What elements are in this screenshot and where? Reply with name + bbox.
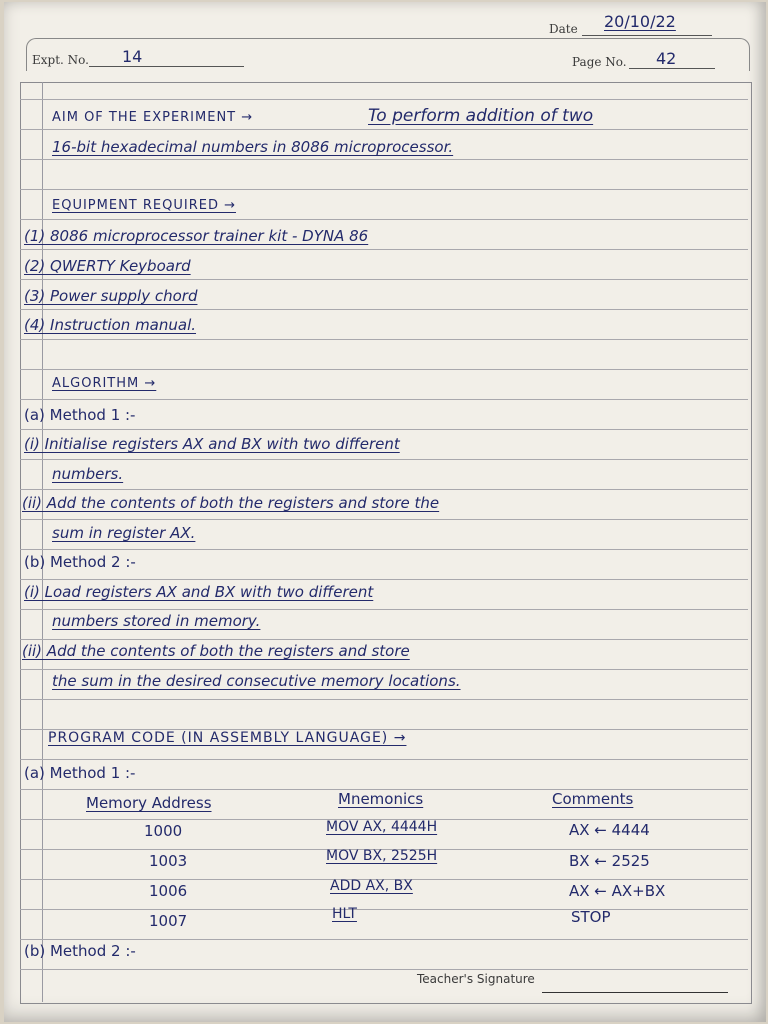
ruled-line <box>20 549 748 550</box>
aim-heading: AIM OF THE EXPERIMENT → <box>52 110 254 125</box>
ruled-line <box>20 279 748 280</box>
column-header-memory-address: Memory Address <box>86 794 212 812</box>
equipment-item-1: (1) 8086 microprocessor trainer kit - DYNA 86 <box>24 227 369 245</box>
row-1-address: 1000 <box>144 822 183 840</box>
ruled-line <box>20 189 748 190</box>
ruled-line <box>20 339 748 340</box>
margin-line <box>42 82 43 1002</box>
page-no-underline <box>629 68 715 69</box>
ruled-line <box>20 219 748 220</box>
ruled-line <box>20 519 748 520</box>
row-2-comment: BX ← 2525 <box>569 852 650 870</box>
ruled-line <box>20 159 748 160</box>
algorithm-method2-label: (b) Method 2 :- <box>24 553 136 571</box>
ruled-line <box>20 669 748 670</box>
aim-text-line1: To perform addition of two <box>368 106 594 126</box>
algorithm-m1-step2-line2: sum in register AX. <box>52 524 196 542</box>
ruled-line <box>20 939 748 940</box>
equipment-heading: EQUIPMENT REQUIRED → <box>52 198 236 213</box>
signature-line <box>542 992 728 993</box>
program-method2-label: (b) Method 2 :- <box>24 942 136 960</box>
ruled-line <box>20 969 748 970</box>
algorithm-m2-step2-line2: the sum in the desired consecutive memory locations. <box>52 672 461 690</box>
row-1-comment: AX ← 4444 <box>569 821 650 839</box>
date-value: 20/10/22 <box>604 12 676 31</box>
equipment-item-3: (3) Power supply chord <box>24 287 198 305</box>
algorithm-m1-step2-line1: (ii) Add the contents of both the registers and store the <box>22 494 440 512</box>
date-underline <box>582 35 712 36</box>
notebook-page <box>4 2 766 1022</box>
row-2-mnemonic: MOV BX, 2525H <box>326 848 438 864</box>
column-header-mnemonics: Mnemonics <box>338 790 424 808</box>
ruled-line <box>20 129 748 130</box>
ruled-line <box>20 909 748 910</box>
ruled-line <box>20 759 748 760</box>
expt-no-label: Expt. No. <box>32 53 89 67</box>
page-no-value: 42 <box>656 49 677 68</box>
row-4-address: 1007 <box>149 912 188 930</box>
teacher-signature-label: Teacher's Signature <box>417 972 535 986</box>
algorithm-m2-step2-line1: (ii) Add the contents of both the registers and store <box>22 642 410 660</box>
program-heading: PROGRAM CODE (IN ASSEMBLY LANGUAGE) → <box>48 730 407 746</box>
algorithm-method1-label: (a) Method 1 :- <box>24 406 136 424</box>
algorithm-m1-step1-line2: numbers. <box>52 465 124 483</box>
row-3-mnemonic: ADD AX, BX <box>330 878 413 894</box>
ruled-line <box>20 99 748 100</box>
ruled-line <box>20 459 748 460</box>
row-3-address: 1006 <box>149 882 188 900</box>
ruled-line <box>20 249 748 250</box>
ruled-line <box>20 369 748 370</box>
expt-no-underline <box>89 66 244 67</box>
algorithm-heading: ALGORITHM → <box>52 376 157 391</box>
ruled-line <box>20 429 748 430</box>
ruled-line <box>20 309 748 310</box>
ruled-line <box>20 579 748 580</box>
aim-text-line2: 16-bit hexadecimal numbers in 8086 microprocessor. <box>52 138 454 156</box>
row-4-comment: STOP <box>571 908 611 926</box>
column-header-comments: Comments <box>552 790 634 808</box>
equipment-item-4: (4) Instruction manual. <box>24 316 197 334</box>
page-no-label: Page No. <box>572 55 627 69</box>
ruled-line <box>20 489 748 490</box>
ruled-line <box>20 639 748 640</box>
row-1-mnemonic: MOV AX, 4444H <box>326 819 438 835</box>
row-2-address: 1003 <box>149 852 188 870</box>
program-method1-label: (a) Method 1 :- <box>24 764 136 782</box>
algorithm-m1-step1-line1: (i) Initialise registers AX and BX with two different <box>24 435 400 453</box>
date-label: Date <box>549 22 578 36</box>
expt-no-value: 14 <box>122 47 143 66</box>
algorithm-m2-step1-line1: (i) Load registers AX and BX with two different <box>24 583 374 601</box>
ruled-line <box>20 399 748 400</box>
ruled-line <box>20 699 748 700</box>
ruled-line <box>20 609 748 610</box>
equipment-item-2: (2) QWERTY Keyboard <box>24 257 191 275</box>
row-3-comment: AX ← AX+BX <box>569 882 666 900</box>
row-4-mnemonic: HLT <box>332 906 357 922</box>
algorithm-m2-step1-line2: numbers stored in memory. <box>52 612 261 630</box>
